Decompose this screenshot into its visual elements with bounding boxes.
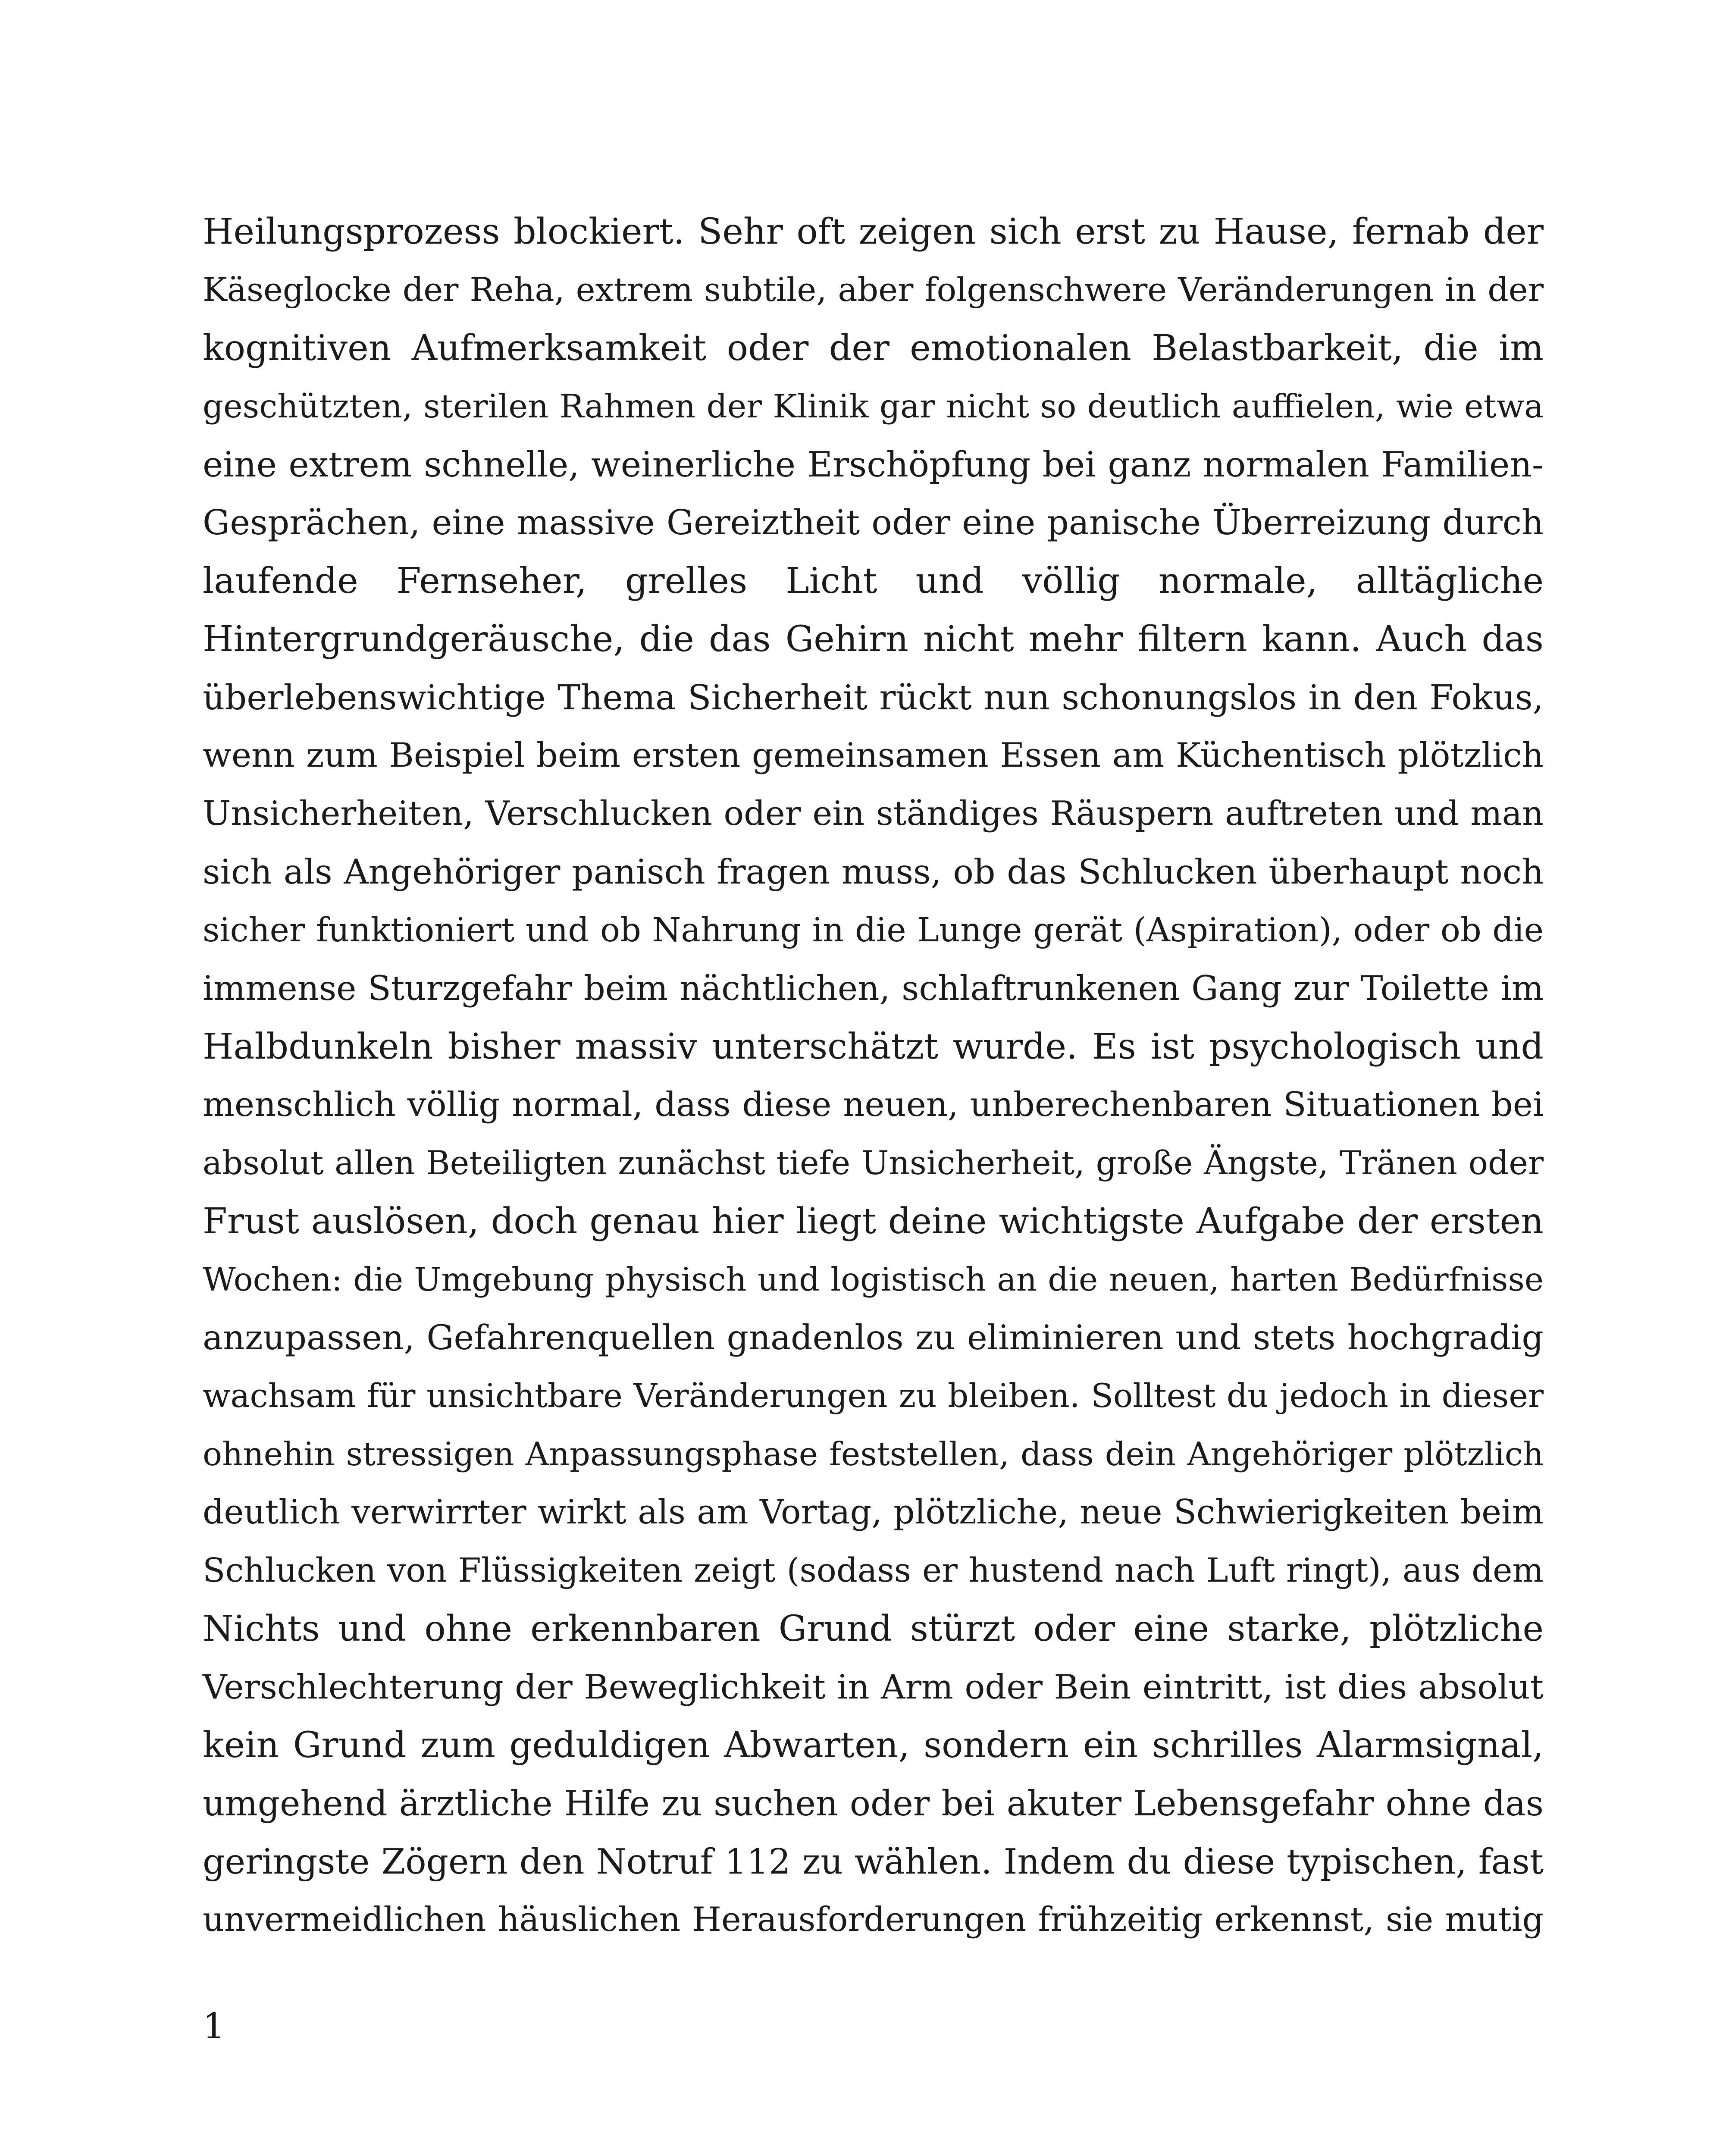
text-line: Käseglocke der Reha, extrem subtile, aber folgenschwere Veränderungen in der	[203, 271, 1544, 309]
text-line: umgehend ärztliche Hilfe zu suchen oder bei akuter Lebensgefahr ohne das	[203, 1783, 1544, 1824]
text-line: Unsicherheiten, Verschlucken oder ein ständiges Räuspern auftreten und man	[203, 794, 1544, 833]
text-line: Hintergrundgeräusche, die das Gehirn nicht mehr filtern kann. Auch das	[203, 619, 1544, 660]
text-line: kein Grund zum geduldigen Abwarten, sondern ein schrilles Alarmsignal,	[203, 1725, 1544, 1766]
text-line: eine extrem schnelle, weinerliche Erschöpfung bei ganz normalen Familien-	[203, 445, 1544, 485]
text-line: wenn zum Beispiel beim ersten gemeinsamen Essen am Küchentisch plötzlich	[203, 736, 1544, 775]
text-line: kognitiven Aufmerksamkeit oder der emotionalen Belastbarkeit, die im	[203, 328, 1544, 369]
page-number: 1	[203, 2006, 226, 2047]
text-line: geringste Zögern den Notruf 112 zu wählen. Indem du diese typischen, fast	[203, 1841, 1544, 1882]
text-line: sicher funktioniert und ob Nahrung in die Lunge gerät (Aspiration), oder ob die	[203, 911, 1544, 950]
text-line: Schlucken von Flüssigkeiten zeigt (sodass er hustend nach Luft ringt), aus dem	[203, 1551, 1544, 1590]
text-line: absolut allen Beteiligten zunächst tiefe Unsicherheit, große Ängste, Tränen oder	[203, 1144, 1544, 1182]
text-line: Gesprächen, eine massive Gereiztheit oder eine panische Überreizung durch	[203, 503, 1544, 542]
text-line: Verschlechterung der Beweglichkeit in Arm oder Bein eintritt, ist dies absolut	[203, 1667, 1544, 1707]
text-line: sich als Angehöriger panisch fragen muss, ob das Schlucken überhaupt noch	[203, 852, 1544, 892]
text-line: Frust auslösen, doch genau hier liegt deine wichtigste Aufgabe der ersten	[203, 1201, 1544, 1242]
text-line: unvermeidlichen häuslichen Herausforderungen frühzeitig erkennst, sie mutig	[203, 1900, 1544, 1939]
body-paragraph	[203, 203, 1544, 1949]
text-line: Heilungsprozess blockiert. Sehr oft zeigen sich erst zu Hause, fernab der	[203, 211, 1544, 252]
text-line: Wochen: die Umgebung physisch und logistisch an die neuen, harten Bedürfnisse	[203, 1261, 1544, 1298]
text-line: deutlich verwirrter wirkt als am Vortag, plötzliche, neue Schwierigkeiten beim	[203, 1493, 1544, 1532]
text-line: überlebenswichtige Thema Sicherheit rückt nun schonungslos in den Fokus,	[203, 677, 1544, 718]
text-line: Halbdunkeln bisher massiv unterschätzt wurde. Es ist psychologisch und	[203, 1026, 1544, 1067]
text-line: laufende Fernseher, grelles Licht und völlig normale, alltägliche	[203, 561, 1544, 602]
text-line: anzupassen, Gefahrenquellen gnadenlos zu eliminieren und stets hochgradig	[203, 1318, 1544, 1357]
text-line: ohnehin stressigen Anpassungsphase feststellen, dass dein Angehöriger plötzlich	[203, 1435, 1544, 1473]
text-line: immense Sturzgefahr beim nächtlichen, schlaftrunkenen Gang zur Toilette im	[203, 969, 1544, 1008]
text-line: wachsam für unsichtbare Veränderungen zu bleiben. Solltest du jedoch in dieser	[203, 1377, 1544, 1415]
text-line: geschützten, sterilen Rahmen der Klinik gar nicht so deutlich auffielen, wie etwa	[203, 387, 1544, 425]
text-line: menschlich völlig normal, dass diese neuen, unberechenbaren Situationen bei	[203, 1085, 1544, 1124]
text-line: Nichts und ohne erkennbaren Grund stürzt oder eine starke, plötzliche	[203, 1608, 1544, 1649]
